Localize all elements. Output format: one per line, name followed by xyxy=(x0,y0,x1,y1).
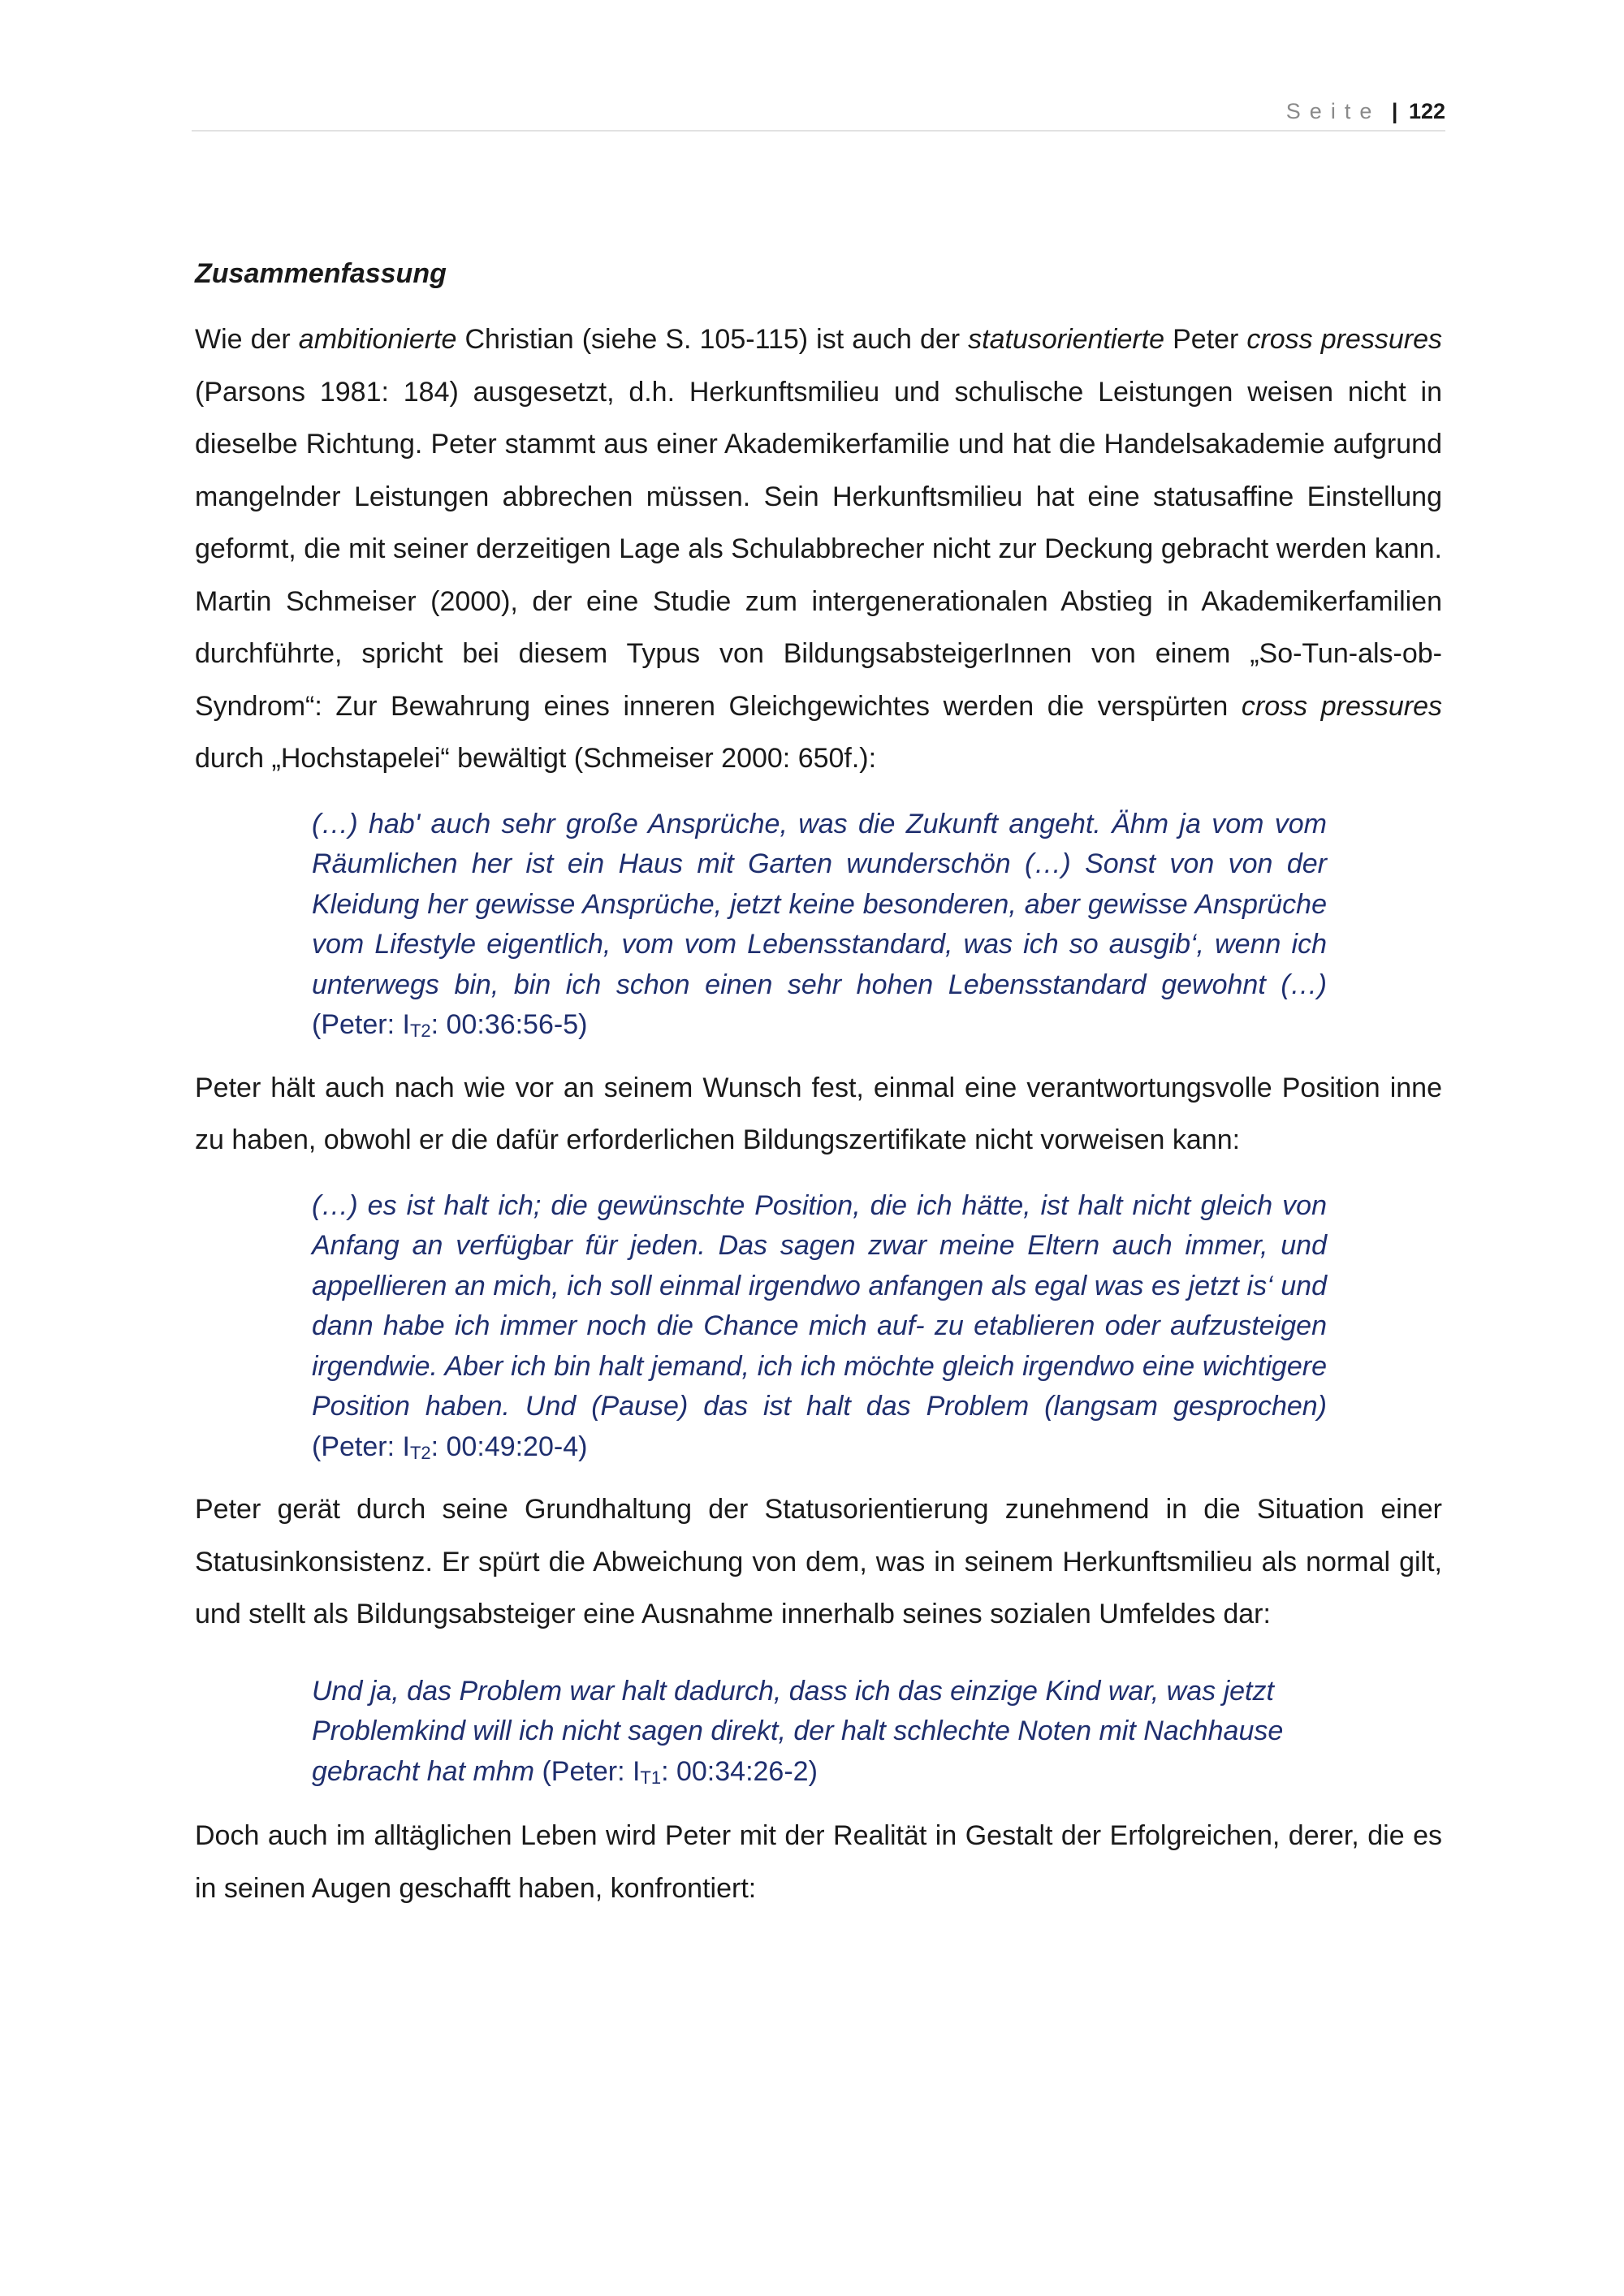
paragraph-2: Peter hält auch nach wie vor an seinem Wunsch fest, einmal eine verantwortungsvolle Position inne zu haben, obwohl er die dafür erforderlichen Bildungszertifikate nicht vorweisen kann: xyxy=(195,1072,1442,1155)
interview-quote-3 xyxy=(312,1672,1296,1793)
emphasis-cross-pressures: cross pressures xyxy=(1246,324,1442,355)
page-header xyxy=(192,96,1445,132)
paragraph-4: Doch auch im alltäglichen Leben wird Peter mit der Realität in Gestalt der Erfolgreichen, derer, die es in seinen Augen geschafft haben, konfrontiert: xyxy=(195,1820,1442,1904)
citation-close: : 00:36:56-5) xyxy=(430,1009,588,1040)
interview-quote-2 xyxy=(312,1186,1327,1468)
citation-open: (Peter: I xyxy=(534,1755,641,1787)
citation-subscript: T2 xyxy=(409,1442,431,1463)
quote-citation xyxy=(534,1756,818,1787)
citation-subscript: T1 xyxy=(640,1767,662,1788)
paragraph-3: Peter gerät durch seine Grundhaltung der Statusorientierung zunehmend in die Situation einer Statusinkonsistenz. Er spürt die Abweichung von dem, was in seinem Herkunftsmilieu als normal gilt, und stellt als Bildungsabsteiger eine Ausnahme innerhalb seines sozialen Umfeldes dar: xyxy=(195,1494,1442,1629)
document-body xyxy=(195,253,1442,1914)
text-run: durch „Hochstapelei“ bewältigt (Schmeiser 2000: 650f.): xyxy=(195,743,877,774)
text-run: Christian (siehe S. 105-115) ist auch der xyxy=(456,324,969,355)
quote-text: Und ja, das Problem war halt dadurch, dass ich das einzige Kind war, was jetzt Problemkind will ich nicht sagen direkt, der halt schlechte Noten mit Nachhause gebracht hat mhm xyxy=(312,1675,1284,1787)
page-number-area xyxy=(1286,97,1445,125)
section-title: Zusammenfassung xyxy=(195,258,447,289)
quote-citation xyxy=(312,1009,587,1040)
quote-text: (…) es ist halt ich; die gewünschte Position, die ich hätte, ist halt nicht gleich von Anfang an verfügbar für jeden. Das sagen zwar meine Eltern auch immer, und appellieren an mich, ich soll einmal irgendwo anfangen als egal was es jetzt is‘ und dann habe ich immer noch die Chance mich auf- zu etablieren oder aufzusteigen irgendwie. Aber ich bin halt jemand, ich ich möchte gleich irgendwo eine wichtigere Position haben. Und (Pause) das ist halt das Problem (langsam gesprochen) xyxy=(312,1189,1327,1422)
citation-close: : 00:49:20-4) xyxy=(430,1431,588,1462)
page-separator: | xyxy=(1391,99,1398,123)
quote-text: (…) hab' auch sehr große Ansprüche, was die Zukunft angeht. Ähm ja vom vom Räumlichen her ist ein Haus mit Garten wunderschön (…) Sonst von von der Kleidung her gewisse Ansprüche, jetzt keine besonderen, aber gewisse Ansprüche vom Lifestyle eigentlich, vom vom Lebensstandard, was ich so ausgib‘, wenn ich unterwegs bin, bin ich schon einen sehr hohen Lebensstandard gewohnt (…) xyxy=(312,808,1327,1000)
paragraph-1 xyxy=(195,313,1442,785)
text-run: (Parsons 1981: 184) ausgesetzt, d.h. Herkunftsmilieu und schulische Leistungen weisen nicht in dieselbe Richtung. Peter stammt aus einer Akademikerfamilie und hat die Handelsakademie aufgrund mangelnder Leistungen abbrechen müssen. Sein Herkunftsmilieu hat eine statusaffine Einstellung geformt, die mit seiner derzeitigen Lage als Schulabbrecher nicht zur Deckung gebracht werden kann. Martin Schmeiser (2000), der eine Studie zum intergenerationalen Abstieg in Akademikerfamilien durchführte, spricht bei diesem Typus von BildungsabsteigerInnen von einem „So-Tun-als-ob-Syndrom“: Zur Bewahrung eines inneren Gleichgewichtes werden die verspürten xyxy=(195,376,1442,722)
text-run: Peter xyxy=(1164,324,1247,355)
text-run: Wie der xyxy=(195,324,299,355)
citation-close: : 00:34:26-2) xyxy=(661,1755,818,1787)
citation-open: (Peter: I xyxy=(312,1009,410,1040)
citation-open: (Peter: I xyxy=(312,1431,410,1462)
seite-label: Seite xyxy=(1285,99,1381,123)
citation-subscript: T2 xyxy=(409,1021,431,1041)
page-number: 122 xyxy=(1408,99,1445,123)
quote-citation xyxy=(312,1431,587,1462)
emphasis-cross-pressures: cross pressures xyxy=(1241,690,1442,722)
interview-quote-1 xyxy=(312,805,1327,1046)
emphasis-statusorientierte: statusorientierte xyxy=(968,324,1165,355)
emphasis-ambitionierte: ambitionierte xyxy=(298,324,457,355)
